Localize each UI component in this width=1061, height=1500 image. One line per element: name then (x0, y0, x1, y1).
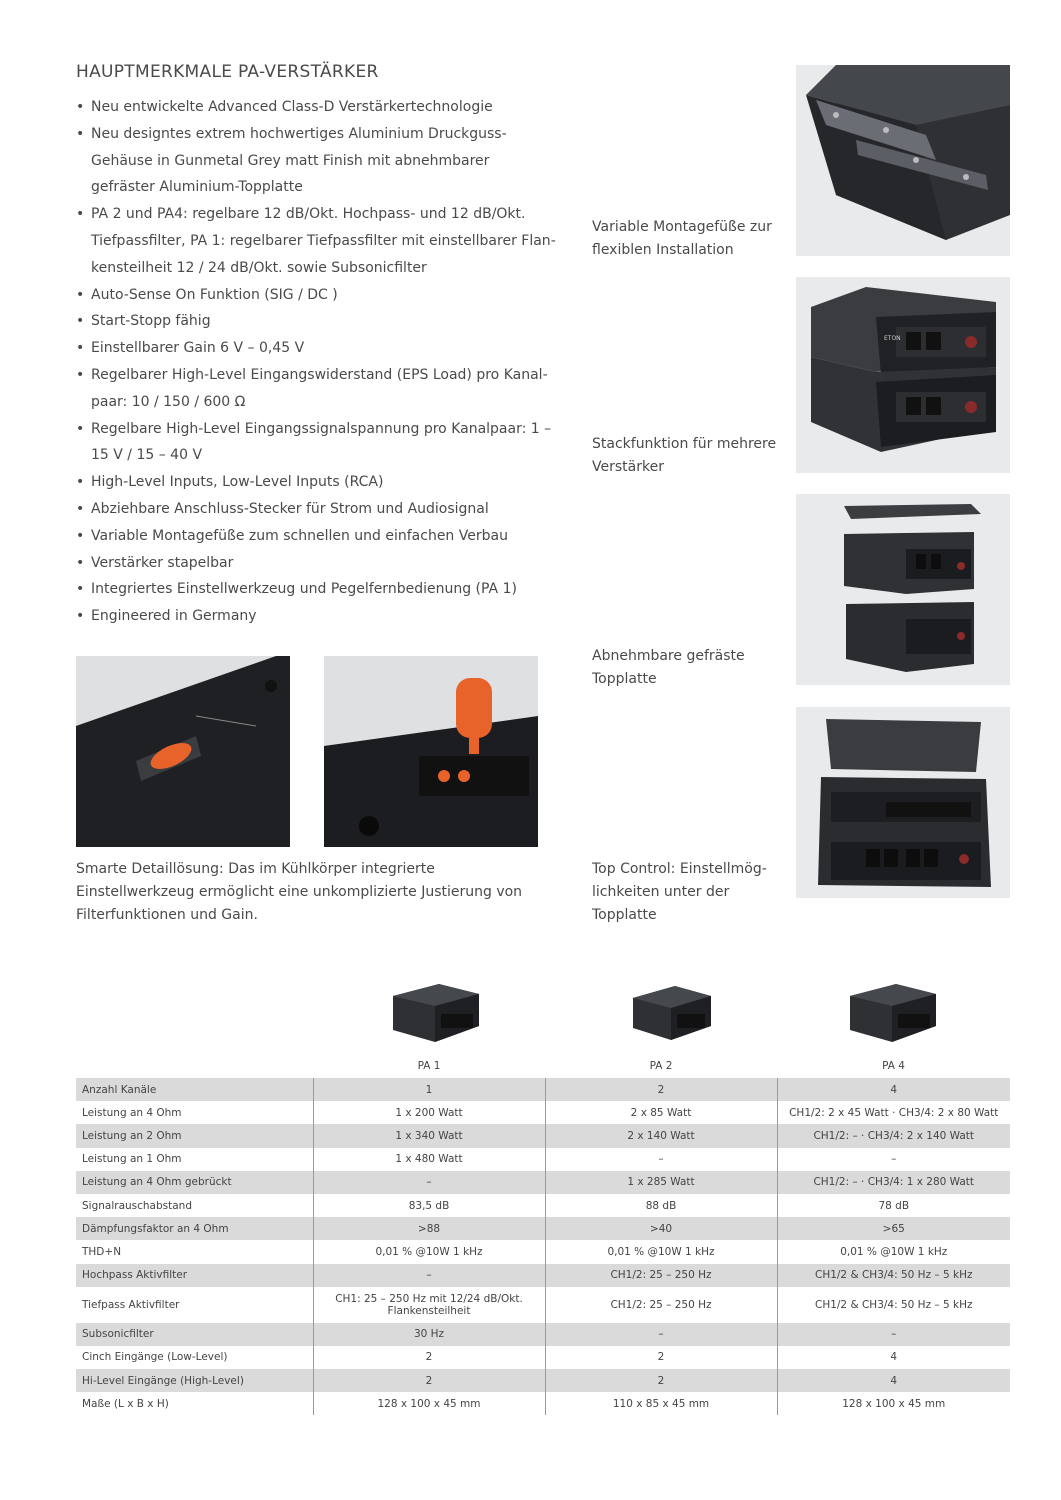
table-cell: 1 x 340 Watt (313, 1124, 545, 1147)
feature-item: • Start-Stopp fähig (76, 308, 556, 335)
smart-detail-caption: Smarte Detaillösung: Das im Kühlkörper integrierte Einstellwerkzeug ermöglicht eine unkomplizierte Justierung von Filterfunktionen und Gain. (76, 861, 523, 923)
table-cell: 78 dB (777, 1194, 1010, 1217)
feature-item: • Regelbarer High-Level Eingangswiderstand (EPS Load) pro Kanalpaar: 10 / 150 / 600 Ω (76, 362, 556, 416)
table-row (76, 1264, 1010, 1287)
table-cell: 0,01 % @10W 1 kHz (313, 1240, 545, 1263)
table-cell: 1 x 480 Watt (313, 1148, 545, 1171)
table-header-row (76, 1054, 1010, 1078)
product-image-pa4 (846, 980, 938, 1046)
table-cell: 2 (545, 1078, 777, 1101)
mounting-feet-caption: Variable Montagefüße zur flexiblen Installation (592, 219, 772, 258)
column-header: PA 2 (649, 1060, 673, 1072)
feature-item: • Engineered in Germany (76, 603, 556, 630)
column-header: PA 1 (417, 1060, 441, 1072)
column-header: PA 4 (882, 1060, 905, 1072)
row-label: Leistung an 1 Ohm (82, 1153, 182, 1166)
table-cell: CH1/2: – · CH3/4: 2 x 140 Watt (777, 1124, 1010, 1147)
adjust-tool-photo-1 (76, 656, 290, 847)
table-cell: CH1: 25 – 250 Hz mit 12/24 dB/Okt. Flankensteilheit (313, 1287, 545, 1323)
feature-item: • Neu entwickelte Advanced Class-D Verstärkertechnologie (76, 94, 556, 121)
brand-logo-mark: ETON (884, 335, 901, 342)
table-cell: CH1/2: 25 – 250 Hz (545, 1264, 777, 1287)
feature-item: • Abziehbare Anschluss-Stecker für Strom und Audiosignal (76, 496, 556, 523)
table-cell: 4 (777, 1369, 1010, 1392)
feature-item: • Variable Montagefüße zum schnellen und einfachen Verbau (76, 523, 556, 550)
table-cell: – (313, 1264, 545, 1287)
table-cell: 128 x 100 x 45 mm (777, 1392, 1010, 1415)
table-cell: 110 x 85 x 45 mm (545, 1392, 777, 1415)
table-row (76, 1323, 1010, 1346)
row-label: Signalrauschabstand (82, 1199, 192, 1212)
table-row (76, 1217, 1010, 1240)
row-label: Cinch Eingänge (Low-Level) (82, 1351, 228, 1364)
feature-list (76, 94, 556, 630)
row-label: Maße (L x B x H) (82, 1397, 169, 1410)
table-cell: 2 (545, 1369, 777, 1392)
row-label: Leistung an 4 Ohm gebrückt (76, 1171, 313, 1194)
feature-item: • Verstärker stapelbar (76, 550, 556, 577)
row-label: Hi-Level Eingänge (High-Level) (76, 1369, 313, 1392)
row-label: Hochpass Aktivfilter (76, 1264, 313, 1287)
table-cell: – (545, 1323, 777, 1346)
table-cell: >88 (313, 1217, 545, 1240)
table-cell: 0,01 % @10W 1 kHz (545, 1240, 777, 1263)
adjust-tool-photo-2 (324, 656, 538, 847)
feature-item: • Auto-Sense On Funktion (SIG / DC ) (76, 282, 556, 309)
table-cell: 128 x 100 x 45 mm (313, 1392, 545, 1415)
stack-caption: Stackfunktion für mehrere Verstärker (592, 436, 777, 475)
topplate-photo (796, 494, 1010, 685)
feature-item: • Neu designtes extrem hochwertiges Aluminium Druckguss-Gehäuse in Gunmetal Grey matt Finish mit abnehmbarer gefräster Aluminium-Topplatte (76, 121, 556, 201)
row-label: THD+N (82, 1245, 122, 1258)
page-heading: HAUPTMERKMALE PA-VERSTÄRKER (76, 62, 379, 82)
table-row (76, 1369, 1010, 1392)
table-row (76, 1078, 1010, 1101)
table-row (76, 1148, 1010, 1171)
row-label: Dämpfungsfaktor an 4 Ohm (76, 1217, 313, 1240)
table-cell: CH1/2 & CH3/4: 50 Hz – 5 kHz (777, 1264, 1010, 1287)
table-row (76, 1392, 1010, 1415)
product-image-pa1 (389, 980, 481, 1046)
table-cell: 4 (777, 1346, 1010, 1369)
table-cell: 1 (313, 1078, 545, 1101)
table-row (76, 1124, 1010, 1147)
table-cell: 83,5 dB (313, 1194, 545, 1217)
table-cell: CH1/2: 25 – 250 Hz (545, 1287, 777, 1323)
table-cell: – (777, 1148, 1010, 1171)
row-label: Subsonicfilter (76, 1323, 313, 1346)
table-cell: 2 (313, 1369, 545, 1392)
table-row (76, 1346, 1010, 1369)
feature-item: • Integriertes Einstellwerkzeug und Pegelfernbedienung (PA 1) (76, 576, 556, 603)
table-cell: – (545, 1148, 777, 1171)
table-cell: 2 (545, 1346, 777, 1369)
feature-item: • PA 2 und PA4: regelbare 12 dB/Okt. Hochpass- und 12 dB/Okt. Tiefpassfilter, PA 1: regelbarer Tiefpassfilter mit einstellbarer Flankensteilheit 12 / 24 dB/Okt. sowie Subsonicfilter (76, 201, 556, 281)
table-cell: CH1/2 & CH3/4: 50 Hz – 5 kHz (777, 1287, 1010, 1323)
table-row (76, 1171, 1010, 1194)
top-control-caption: Top Control: Einstellmöglichkeiten unter der Topplatte (592, 861, 767, 923)
table-row (76, 1194, 1010, 1217)
spec-table (76, 1054, 1010, 1415)
feature-item: • Einstellbarer Gain 6 V – 0,45 V (76, 335, 556, 362)
table-cell: 0,01 % @10W 1 kHz (777, 1240, 1010, 1263)
table-cell: 30 Hz (313, 1323, 545, 1346)
table-cell: – (777, 1323, 1010, 1346)
table-cell: 88 dB (545, 1194, 777, 1217)
table-row (76, 1287, 1010, 1323)
table-cell: CH1/2: 2 x 45 Watt · CH3/4: 2 x 80 Watt (777, 1101, 1010, 1124)
row-label: Leistung an 2 Ohm (76, 1124, 313, 1147)
feature-item: • High-Level Inputs, Low-Level Inputs (RCA) (76, 469, 556, 496)
table-cell: 1 x 200 Watt (313, 1101, 545, 1124)
table-row (76, 1101, 1010, 1124)
table-cell: – (313, 1171, 545, 1194)
mounting-feet-photo (796, 65, 1010, 256)
table-cell: >65 (777, 1217, 1010, 1240)
table-cell: 1 x 285 Watt (545, 1171, 777, 1194)
product-image-pa2 (627, 980, 719, 1046)
table-cell: CH1/2: – · CH3/4: 1 x 280 Watt (777, 1171, 1010, 1194)
table-cell: 4 (777, 1078, 1010, 1101)
table-cell: 2 x 85 Watt (545, 1101, 777, 1124)
table-cell: 2 x 140 Watt (545, 1124, 777, 1147)
topplate-caption: Abnehmbare gefräste Topplatte (592, 648, 745, 687)
row-label: Leistung an 4 Ohm (82, 1106, 182, 1119)
top-control-photo (796, 707, 1010, 898)
feature-item: • Regelbare High-Level Eingangssignalspannung pro Kanalpaar: 1 – 15 V / 15 – 40 V (76, 416, 556, 470)
row-label: Tiefpass Aktivfilter (82, 1298, 180, 1311)
table-cell: >40 (545, 1217, 777, 1240)
table-cell: 2 (313, 1346, 545, 1369)
table-row (76, 1240, 1010, 1263)
row-label: Anzahl Kanäle (76, 1078, 313, 1101)
header-empty (76, 1054, 313, 1078)
stack-photo (796, 277, 1010, 473)
